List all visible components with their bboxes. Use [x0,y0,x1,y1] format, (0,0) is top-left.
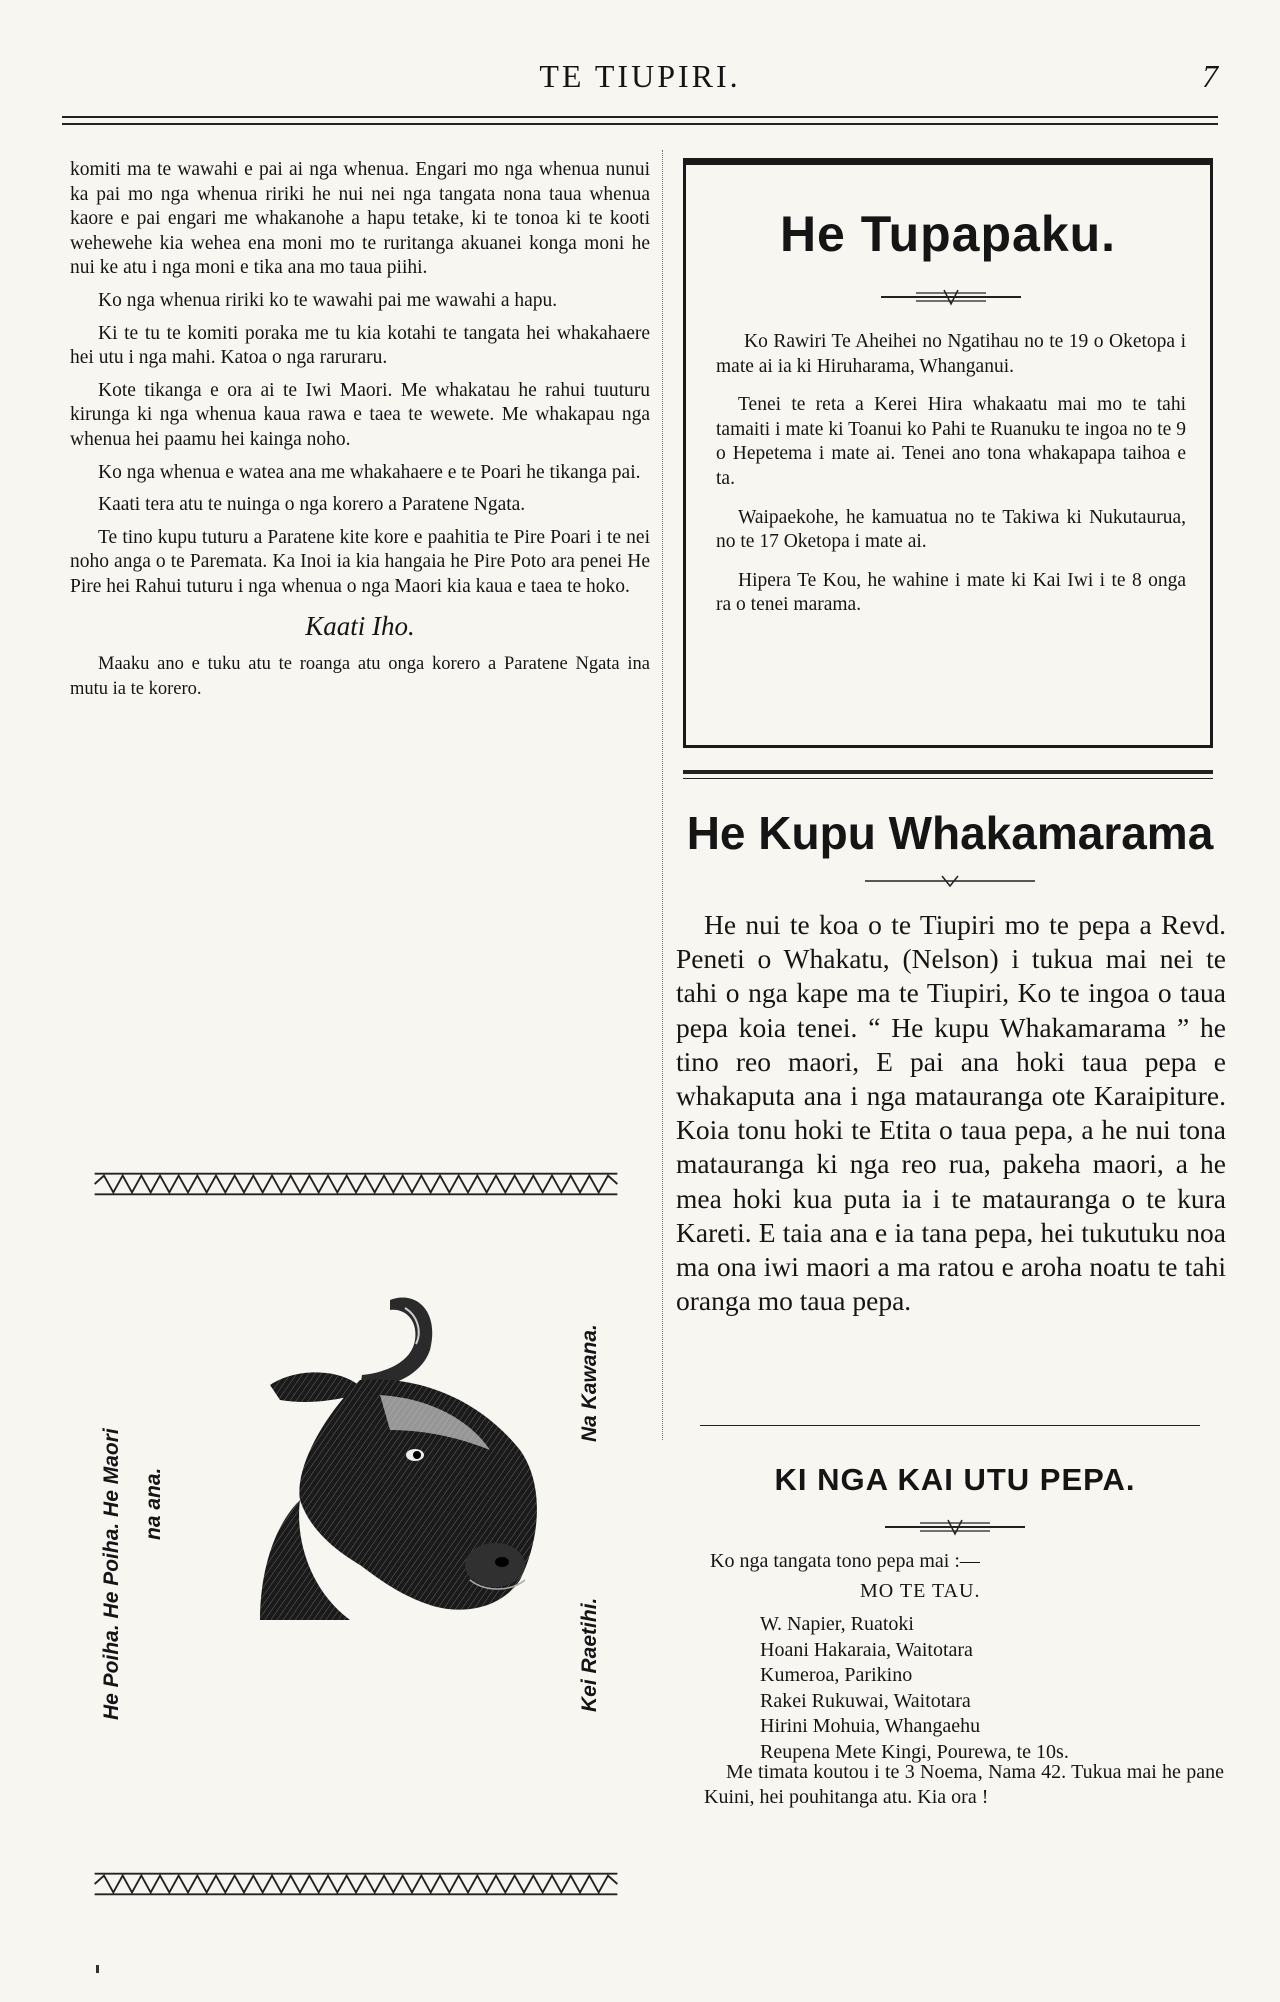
article-title: He Kupu Whakamarama [686,807,1214,859]
paragraph: Kaati tera atu te nuinga o nga korero a Paratene Ngata. [98,494,526,516]
article-body [676,908,1226,1318]
subscriptions-footer: Me timata koutou i te 3 Noema, Nama 42. Tukua mai he pane Kuini, hei pouhitanga atu. Kia ora ! [704,1761,1224,1808]
notice-paragraph: Hipera Te Kou, he wahine i mate ki Kai Iwi i te 8 onga ra o tenei marama. [716,569,1186,616]
notice-paragraph: Tenei te reta a Kerei Hira whakaatu mai mo te tahi tamaiti i mate ki Toanui ko Pahi te Ruanuku te ingoa no te 9 o Hepetema i mate ai. Tenei ano tona whakapapa taihoa e ta. [716,394,1186,489]
print-speck [96,1965,99,1973]
list-item: Kumeroa, Parikino [760,1664,913,1686]
ornament-icon [876,287,1026,307]
dash-ornament-icon [860,874,1040,888]
list-item: Rakei Rukuwai, Waitotara [760,1689,971,1712]
list-item: Hoani Hakaraia, Waitotara [760,1638,973,1661]
ornament-icon [880,1517,1030,1537]
paragraph: Ko nga whenua e watea ana me whakahaere e te Poari he tikanga pai. [98,461,641,483]
ad-side-text-right-2: Kei Raetihi. [578,1597,601,1712]
subscriptions-title: KI NGA KAI UTU PEPA. [774,1462,1136,1497]
list-item: Hirini Mohuia, Whangaehu [760,1715,981,1737]
bull-head-icon [240,1280,550,1620]
death-notice-title: He Tupapaku. [779,206,1117,262]
decorative-border-icon [76,1870,636,1898]
paragraph: Ki te tu te komiti poraka me tu kia kotahi te tangata hei whakahaere hei utu i nga mahi. Katoa o nga raruraru. [70,322,650,369]
section-rule [683,778,1213,779]
editor-note: Maaku ano e tuku atu te roanga atu onga korero a Paratene Ngata ina mutu ia te korero. [70,654,650,699]
notice-paragraph: Ko Rawiri Te Aheihei no Ngatihau no te 19 o Oketopa i mate ai ia ki Hiruharama, Whanganui. [716,331,1186,377]
signoff: Kaati Iho. [305,610,415,641]
death-notice-box [683,158,1213,748]
article-paragraph: He nui te koa o te Tiupiri mo te pepa a Revd. Peneti o Whakatu, (Nelson) i tukua mai nei te tahi o nga kape ma te Tiupiri, Ko te ingoa o taua pepa koia tenei. “ He kupu Whakamarama ” he tino reo maori, E pai ana hoki taua pepa e whakaputa ana i nga matauranga ote Karaipiture. Koia tonu hoki te Etita o taua pepa, a he nui tona matauranga ki nga reo rua, pakeha maori, a he mea hoki kua puta ia i te matauranga o te kura Kareti. E taia ana e ia tana pepa, hei tukutuku noa ma ona iwi maori a ma ratou e aroha noatu te tahi oranga mo taua pepa. [676,909,1226,1317]
paragraph: Ko nga whenua ririki ko te wawahi pai me wawahi a hapu. [98,289,558,311]
header-rule-bottom [62,123,1218,125]
header-rule-top [62,116,1218,118]
notice-paragraph: Waipaekohe, he kamuatua no te Takiwa ki Nukutaurua, no te 17 Oketopa i mate ai. [716,506,1186,553]
ad-side-text-right: Na Kawana. [578,1324,601,1442]
subscriber-list [760,1612,1069,1765]
list-item: W. Napier, Ruatoki [760,1613,914,1635]
paragraph: Kote tikanga e ora ai te Iwi Maori. Me whakatau he rahui tuuturu kirunga ki nga whenua kaua rawa e taea te wewete. Me whakapau nga whenua hei paamu hei kainga noho. [70,379,650,450]
subscriptions-intro: Ko nga tangata tono pepa mai :— [710,1550,980,1572]
paragraph: Te tino kupu tuturu a Paratene kite kore e paahitia te Pire Poari i te nei noho anga o te Paremata. Ka Inoi ia kia hangaia he Pire Poto ara penei He Pire hei Rahui tuturu i nga whenua o nga Maori kia kaua e taea te hoko. [70,526,650,597]
left-column-article [70,158,650,709]
ad-side-text-left-2: na ana. [142,1467,165,1540]
subscriptions-heading: MO TE TAU. [860,1580,981,1602]
list-item: Reupena Mete Kingi, Pourewa, te 10s. [760,1740,1069,1763]
section-rule [700,1425,1200,1426]
masthead: TE TIUPIRI. [539,58,741,94]
column-separator [662,150,663,1440]
section-rule [683,770,1213,774]
decorative-border-icon [76,1170,636,1198]
page-number: 7 [1202,58,1218,94]
paragraph: komiti ma te wawahi e pai ai nga whenua. Engari mo nga whenua nunui ka pai mo nga whenua ririki he nui nei nga tangata nona taua whenua kaore e pai engari me whakanohe a hapu tetake, ki te tonoa ki te kooti wehewehe kia wehea ena moni mo te ruritanga akuanei konga moni he nui ke atu i nga moni e tika ana mo taua piihi. [70,159,650,279]
ad-side-text-left: He Poiha. He Poiha. He Maori [100,1428,123,1720]
